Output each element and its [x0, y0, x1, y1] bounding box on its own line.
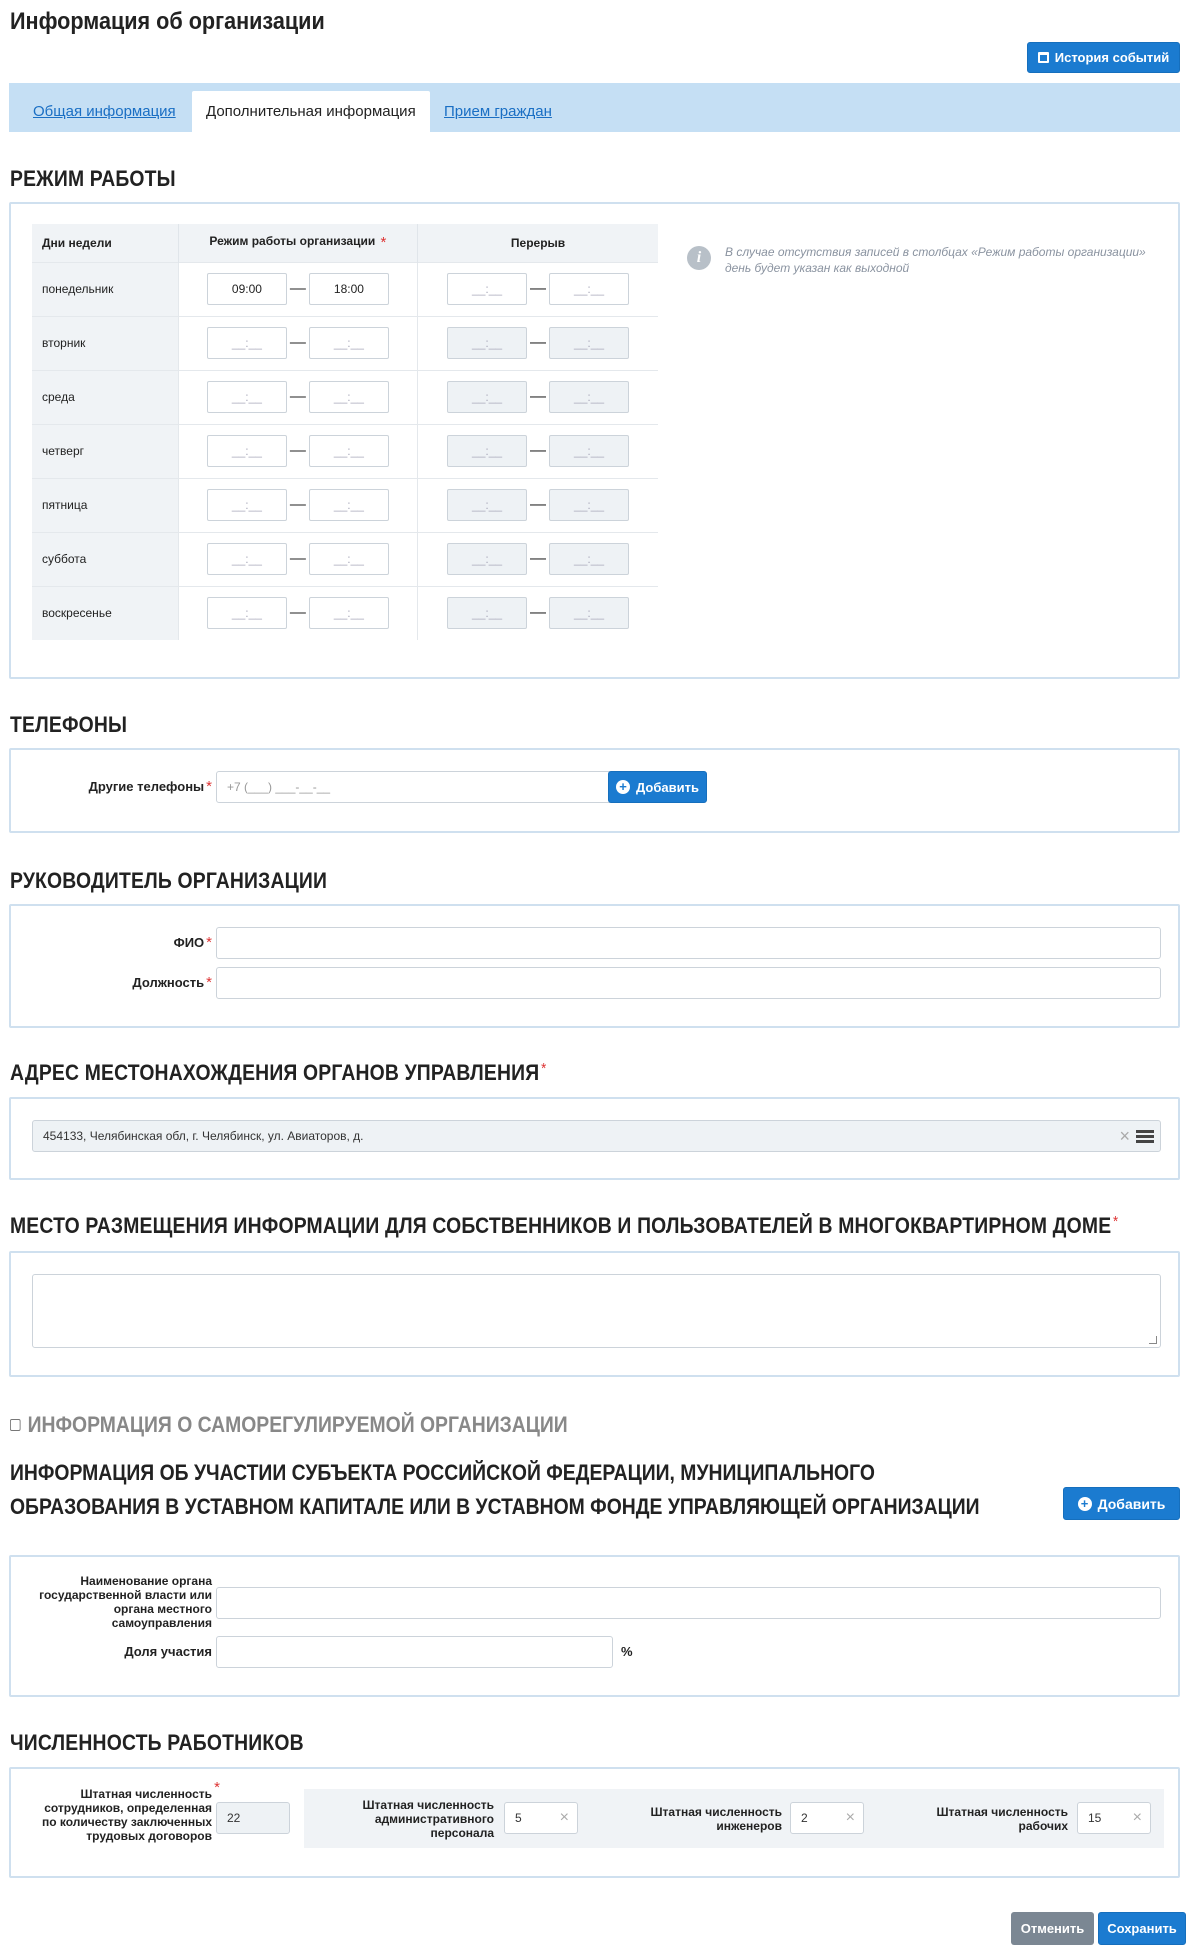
schedule-panel: [9, 202, 1180, 679]
cancel-button[interactable]: Отменить: [1011, 1912, 1094, 1945]
address-field[interactable]: 454133, Челябинская обл, г. Челябинск, ул. Авиаторов, д. ×: [32, 1120, 1161, 1152]
clear-icon[interactable]: ×: [559, 1809, 569, 1826]
dash-separator: —: [530, 550, 547, 567]
break-to-input[interactable]: __:__: [549, 327, 629, 359]
dash-separator: —: [530, 334, 547, 351]
fio-label: ФИО *: [173, 934, 212, 951]
day-label: вторник: [32, 316, 178, 370]
dash-separator: —: [289, 334, 306, 351]
add-participation-button[interactable]: + Добавить: [1063, 1487, 1180, 1520]
work-from-input[interactable]: __:__: [207, 543, 287, 575]
dash-separator: —: [530, 604, 547, 622]
work-from-input[interactable]: __:__: [207, 327, 287, 359]
break-from-input[interactable]: __:__: [447, 327, 527, 359]
dash-separator: —: [289, 388, 306, 405]
schedule-row: [32, 532, 658, 586]
schedule-row: [32, 424, 658, 478]
break-to-input[interactable]: __:__: [549, 381, 629, 413]
schedule-row: [32, 316, 658, 370]
sro-label: ИНФОРМАЦИЯ О САМОРЕГУЛИРУЕМОЙ ОРГАНИЗАЦИИ: [27, 1412, 568, 1437]
participation-panel: [9, 1555, 1180, 1697]
staff-panel: [9, 1767, 1180, 1878]
dash-separator: —: [289, 280, 306, 297]
schedule-table: [32, 224, 658, 640]
position-label: Должность *: [132, 974, 212, 991]
total-staff-input: 22: [216, 1802, 290, 1834]
participation-title: ИНФОРМАЦИЯ ОБ УЧАСТИИ СУБЪЕКТА РОССИЙСКОЙ ФЕДЕРАЦИИ, МУНИЦИПАЛЬНОГО ОБРАЗОВАНИЯ В УСТАВНОМ КАПИТАЛЕ ИЛИ В УСТАВНОМ ФОНДЕ УПРАВЛЯЮЩЕЙ ОРГАНИЗАЦИИ: [10, 1460, 980, 1519]
event-history-label: История событий: [1054, 50, 1170, 65]
break-from-input[interactable]: __:__: [447, 273, 527, 305]
total-staff-label: Штатная численность сотрудников, определенная по количеству заключенных трудовых договоров *: [41, 1779, 220, 1843]
schedule-note: i В случае отсутствия записей в столбцах «Режим работы организации» день будет указан как выходной: [687, 244, 1157, 276]
break-to-input[interactable]: __:__: [549, 597, 629, 629]
tab-bar: [9, 83, 1180, 132]
address-panel: [9, 1097, 1180, 1180]
header-work-hours: Режим работы организации *: [178, 224, 417, 262]
schedule-row: [32, 262, 658, 316]
menu-icon[interactable]: [1136, 1130, 1154, 1144]
engineers-label: Штатная численность инженеров: [650, 1805, 782, 1833]
day-label: понедельник: [32, 262, 178, 316]
break-to-input[interactable]: __:__: [549, 543, 629, 575]
work-to-input[interactable]: __:__: [309, 327, 389, 359]
staff-title: ЧИСЛЕННОСТЬ РАБОТНИКОВ: [10, 1730, 304, 1755]
work-from-input[interactable]: __:__: [207, 489, 287, 521]
schedule-row: [32, 586, 658, 640]
workers-label: Штатная численность рабочих: [936, 1805, 1068, 1833]
engineers-input[interactable]: 2 ×: [790, 1802, 864, 1834]
dash-separator: —: [289, 550, 306, 567]
admin-staff-label: Штатная численность административного персонала: [362, 1798, 494, 1840]
dash-separator: —: [289, 604, 306, 622]
address-title: АДРЕС МЕСТОНАХОЖДЕНИЯ ОРГАНОВ УПРАВЛЕНИЯ *: [10, 1060, 547, 1085]
fio-input[interactable]: [216, 927, 1161, 959]
tab-citizen-reception[interactable]: Прием граждан: [444, 103, 552, 120]
save-button[interactable]: Сохранить: [1098, 1912, 1186, 1945]
dash-separator: —: [530, 442, 547, 459]
work-to-input[interactable]: __:__: [309, 435, 389, 467]
break-to-input[interactable]: __:__: [549, 273, 629, 305]
work-from-input[interactable]: 09:00: [207, 273, 287, 305]
day-label: четверг: [32, 424, 178, 478]
work-from-input[interactable]: __:__: [207, 435, 287, 467]
dash-separator: —: [289, 496, 306, 513]
work-to-input[interactable]: __:__: [309, 489, 389, 521]
work-to-input[interactable]: 18:00: [309, 273, 389, 305]
phones-panel: [9, 748, 1180, 833]
other-phones-label: Другие телефоны *: [88, 778, 212, 795]
percent-label: %: [621, 1644, 633, 1659]
clear-icon[interactable]: ×: [1132, 1809, 1142, 1826]
org-name-label: Наименование органа государственной власти или органа местного самоуправления: [39, 1574, 212, 1630]
tab-additional-info[interactable]: Дополнительная информация: [192, 91, 430, 132]
clear-icon[interactable]: ×: [845, 1809, 855, 1826]
clear-icon[interactable]: ×: [1119, 1126, 1130, 1146]
plus-circle-icon: +: [1078, 1497, 1092, 1511]
day-label: среда: [32, 370, 178, 424]
sro-checkbox-row[interactable]: [10, 1412, 568, 1438]
dash-separator: —: [530, 388, 547, 405]
info-icon: i: [687, 246, 711, 270]
work-from-input[interactable]: __:__: [207, 381, 287, 413]
header-break: Перерыв: [418, 224, 658, 262]
day-label: воскресенье: [32, 586, 178, 640]
work-to-input[interactable]: __:__: [309, 381, 389, 413]
event-history-button[interactable]: [1027, 42, 1180, 73]
header-day: Дни недели: [32, 224, 178, 262]
page-title: Информация об организации: [10, 8, 325, 35]
break-from-input[interactable]: __:__: [447, 381, 527, 413]
schedule-row: [32, 370, 658, 424]
workers-input[interactable]: 15 ×: [1077, 1802, 1151, 1834]
add-phone-button[interactable]: + Добавить: [608, 771, 707, 803]
dash-separator: —: [530, 280, 547, 297]
schedule-row: [32, 478, 658, 532]
break-from-input[interactable]: __:__: [447, 435, 527, 467]
phones-title: ТЕЛЕФОНЫ: [10, 712, 128, 737]
break-from-input[interactable]: __:__: [447, 597, 527, 629]
work-to-input[interactable]: __:__: [309, 597, 389, 629]
break-from-input[interactable]: __:__: [447, 543, 527, 575]
other-phones-input[interactable]: +7 (___) ___-__-__: [216, 771, 613, 803]
work-from-input[interactable]: __:__: [207, 597, 287, 629]
break-to-input[interactable]: __:__: [549, 489, 629, 521]
day-label: суббота: [32, 532, 178, 586]
break-to-input[interactable]: __:__: [549, 435, 629, 467]
staff-breakdown: [304, 1789, 1164, 1848]
admin-staff-input[interactable]: 5 ×: [504, 1802, 578, 1834]
position-input[interactable]: [216, 967, 1161, 999]
placement-title: МЕСТО РАЗМЕЩЕНИЯ ИНФОРМАЦИИ ДЛЯ СОБСТВЕННИКОВ И ПОЛЬЗОВАТЕЛЕЙ В МНОГОКВАРТИРНОМ ДОМЕ *: [10, 1213, 1119, 1238]
placement-textarea[interactable]: [32, 1274, 1161, 1348]
share-label: Доля участия: [124, 1644, 212, 1659]
tab-general-info[interactable]: Общая информация: [33, 103, 176, 120]
head-panel: [9, 904, 1180, 1028]
head-title: РУКОВОДИТЕЛЬ ОРГАНИЗАЦИИ: [10, 868, 328, 893]
plus-circle-icon: +: [616, 780, 630, 794]
org-name-input[interactable]: [216, 1587, 1161, 1619]
break-from-input[interactable]: __:__: [447, 489, 527, 521]
sro-checkbox[interactable]: [10, 1419, 21, 1431]
share-input[interactable]: [216, 1636, 613, 1668]
resize-handle-icon[interactable]: [1149, 1336, 1157, 1344]
dash-separator: —: [530, 496, 547, 513]
calendar-icon: [1038, 52, 1049, 63]
day-label: пятница: [32, 478, 178, 532]
dash-separator: —: [289, 442, 306, 459]
schedule-title: РЕЖИМ РАБОТЫ: [10, 166, 176, 191]
work-to-input[interactable]: __:__: [309, 543, 389, 575]
placement-panel: [9, 1251, 1180, 1377]
